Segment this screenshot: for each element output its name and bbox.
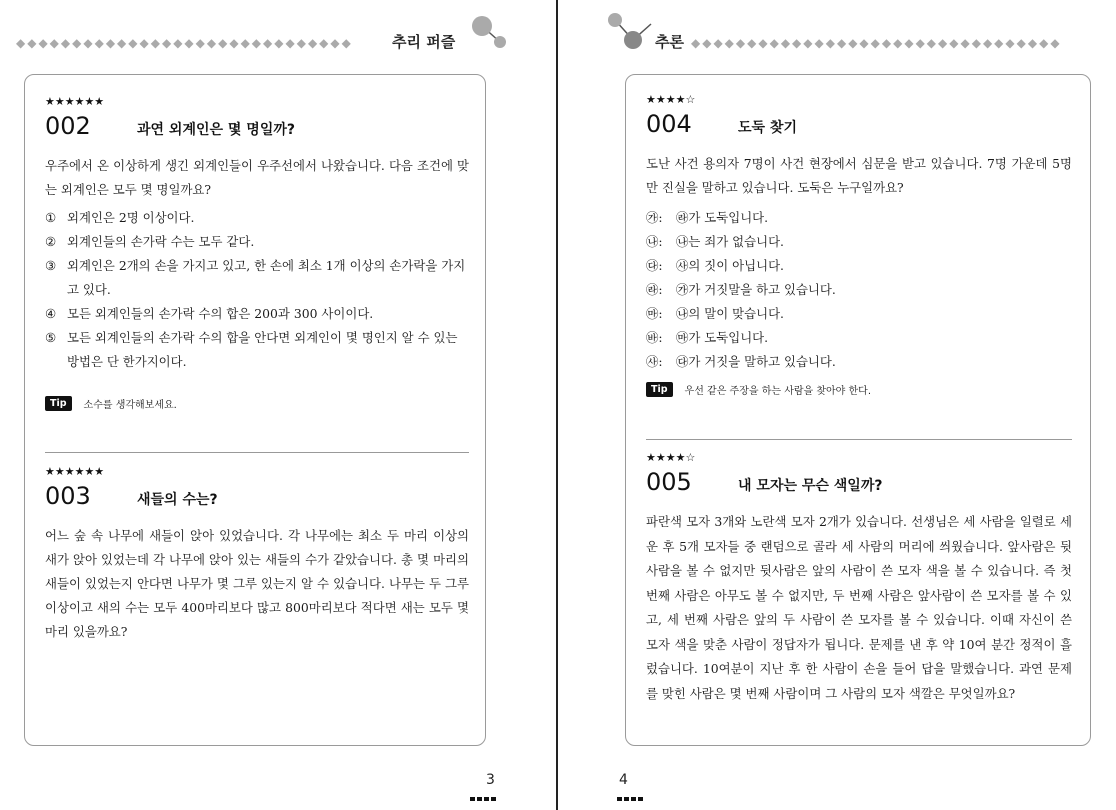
- problem-body: 도난 사건 용의자 7명이 사건 현장에서 심문을 받고 있습니다. 7명 가운데 5명만 진실을 말하고 있습니다. 도둑은 누구일까요?: [646, 156, 1072, 195]
- problem-number: 004: [646, 110, 692, 138]
- statement-item: ㉮: ㉱가 도둑입니다.: [646, 210, 769, 225]
- page-marker: [617, 797, 645, 801]
- problem-card: [24, 74, 486, 746]
- book-spine: [556, 0, 558, 810]
- problem-body: 어느 숲 속 나무에 새들이 앉아 있었습니다. 각 나무에는 최소 두 마리 이상의 새가 앉아 있었는데 각 나무에 앉아 있는 새들의 수가 같았습니다. 총 몇 마리의 새들이 있었는지 안다면 나무가 몇 그루 있는지 알 수 있습니다. 나무는 두 그루 이상이고 새의 수는 모두 400마리보다 많고 800마리보다 적다면 새는 모두 몇 마리 있을까요?: [45, 528, 469, 639]
- problem-number: 005: [646, 468, 692, 496]
- header-dot-rule: ◆◆◆◆◆◆◆◆◆◆◆◆◆◆◆◆◆◆◆◆◆◆◆◆◆◆◆◆◆◆: [16, 36, 353, 50]
- page-number: 3: [486, 772, 495, 788]
- left-page: [0, 0, 557, 810]
- statement-item: ㉴: ㉰가 거짓을 말하고 있습니다.: [646, 354, 836, 369]
- problem-card: [625, 74, 1091, 746]
- condition-item: ⑤ 모든 외계인들의 손가락 수의 합을 안다면 외계인이 몇 명인지 알 수 있는 방법은 단 한가지이다.: [45, 330, 458, 369]
- statement-item: ㉱: ㉮가 거짓말을 하고 있습니다.: [646, 282, 836, 297]
- molecule-icon: [458, 10, 514, 54]
- difficulty-stars: ★★★★☆: [646, 451, 696, 464]
- tip-badge: Tip: [45, 396, 72, 411]
- problem-body: 파란색 모자 3개와 노란색 모자 2개가 있습니다. 선생님은 세 사람을 일렬로 세운 후 5개 모자들 중 랜덤으로 골라 세 사람의 머리에 씌웠습니다. 앞사람은 뒷사람을 볼 수 없지만 뒷사람은 앞의 사람이 쓴 모자 색을 볼 수 있습니다. 즉 첫 번째 사람은 아무도 볼 수 없지만, 두 번째 사람은 앞사람이 쓴 모자를 볼 수 있고, 세 번째 사람은 앞의 두 사람이 쓴 모자를 볼 수 있습니다. 이때 자신이 쓴 모자 색을 맞춘 사람이 정답자가 됩니다. 문제를 낸 후 약 10여 분간 정적이 흘렀습니다. 10여분이 지난 후 한 사람이 손을 들어 답을 말했습니다. 과연 문제를 맞힌 사람은 몇 번째 사람이며 그 사람의 모자 색깔은 무엇일까요?: [646, 514, 1072, 701]
- tip-text: 소수를 생각해보세요.: [83, 400, 177, 411]
- problem-004: [646, 93, 1072, 397]
- problem-number: 002: [45, 112, 91, 140]
- statement-list: [646, 206, 1072, 374]
- divider: [45, 452, 469, 453]
- difficulty-stars: ★★★★★★: [45, 95, 105, 108]
- tip-badge: Tip: [646, 382, 673, 397]
- problem-title: 새들의 수는?: [137, 492, 218, 508]
- condition-item: ① 외계인은 2명 이상이다.: [45, 210, 195, 225]
- page-number: 4: [619, 772, 628, 788]
- problem-003: [45, 465, 469, 644]
- section-title: 추리 퍼즐: [392, 33, 456, 51]
- problem-title: 도둑 찾기: [738, 120, 797, 136]
- tip-text: 우선 같은 주장을 하는 사람을 찾아야 한다.: [684, 386, 872, 397]
- statement-item: ㉳: ㉲가 도둑입니다.: [646, 330, 769, 345]
- section-title: 추론: [655, 33, 684, 51]
- molecule-icon: [603, 10, 659, 54]
- problem-number: 003: [45, 482, 91, 510]
- condition-list: [45, 206, 469, 374]
- tip: [646, 382, 1072, 397]
- problem-005: [646, 451, 1072, 706]
- difficulty-stars: ★★★★★★: [45, 465, 105, 478]
- statement-item: ㉯: ㉯는 죄가 없습니다.: [646, 234, 784, 249]
- statement-item: ㉰: ㉴의 짓이 아닙니다.: [646, 258, 784, 273]
- divider: [646, 439, 1072, 440]
- condition-item: ④ 모든 외계인들의 손가락 수의 합은 200과 300 사이이다.: [45, 306, 374, 321]
- problem-002: [45, 95, 469, 411]
- right-page: [559, 0, 1116, 810]
- problem-title: 과연 외계인은 몇 명일까?: [137, 122, 295, 138]
- tip: [45, 396, 469, 411]
- condition-item: ③ 외계인은 2개의 손을 가지고 있고, 한 손에 최소 1개 이상의 손가락을 가지고 있다.: [45, 258, 466, 297]
- condition-item: ② 외계인들의 손가락 수는 모두 같다.: [45, 234, 255, 249]
- problem-body: 우주에서 온 이상하게 생긴 외계인들이 우주선에서 나왔습니다. 다음 조건에 맞는 외계인은 모두 몇 명일까요?: [45, 158, 469, 197]
- page-marker: [470, 797, 498, 801]
- header-dot-rule: ◆◆◆◆◆◆◆◆◆◆◆◆◆◆◆◆◆◆◆◆◆◆◆◆◆◆◆◆◆◆◆◆◆: [691, 36, 1062, 50]
- statement-item: ㉲: ㉯의 말이 맞습니다.: [646, 306, 784, 321]
- problem-title: 내 모자는 무슨 색일까?: [738, 478, 883, 494]
- difficulty-stars: ★★★★☆: [646, 93, 696, 106]
